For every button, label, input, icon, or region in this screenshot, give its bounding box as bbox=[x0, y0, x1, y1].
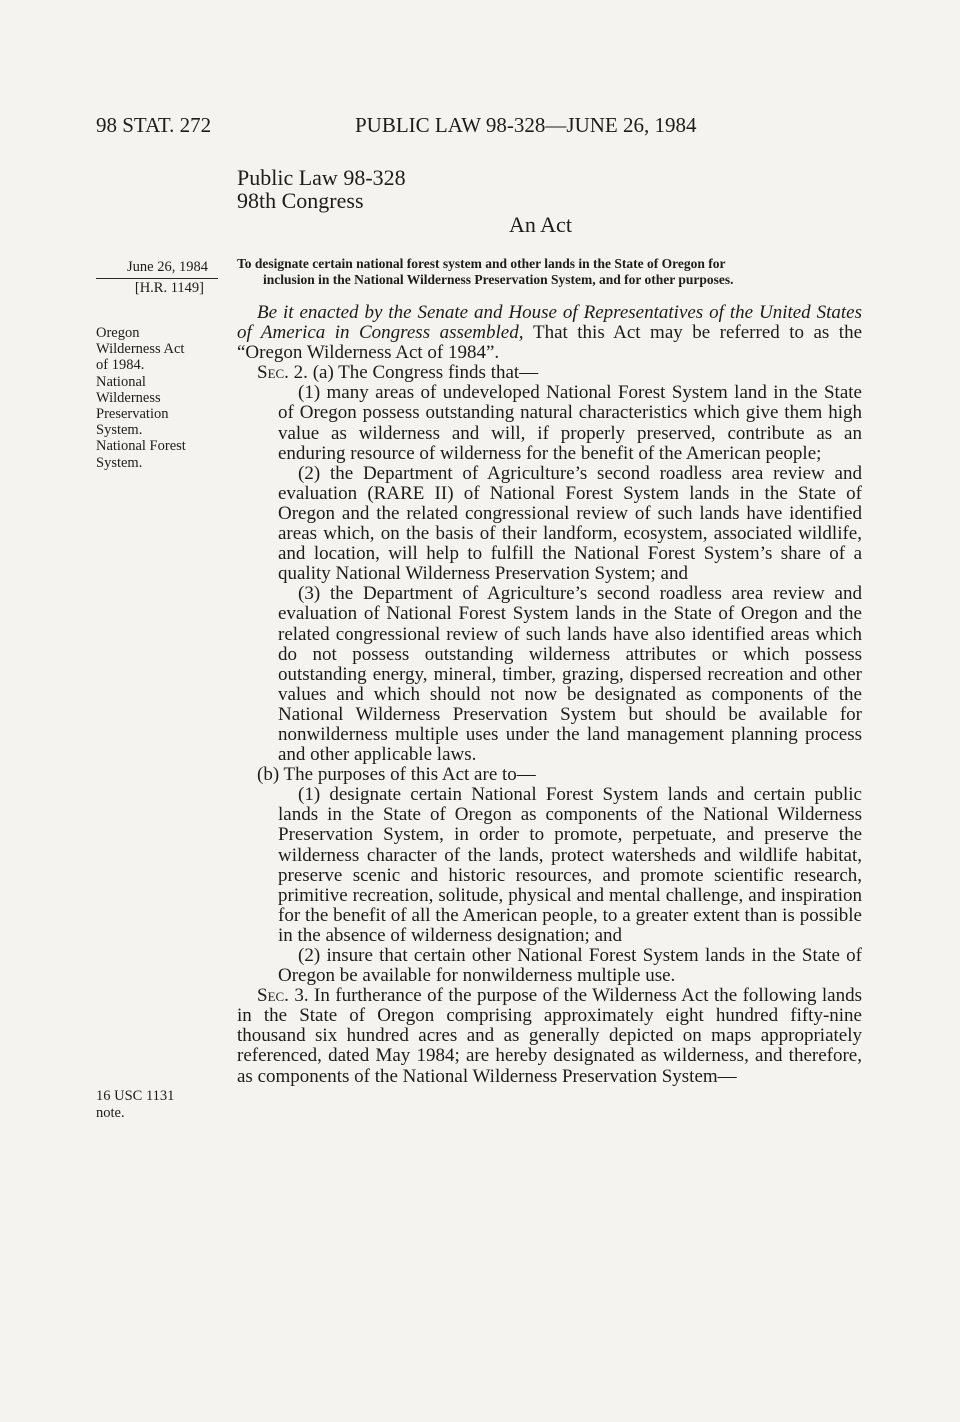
margin-note: National Forest bbox=[96, 438, 186, 455]
margin-usc-citation bbox=[96, 1088, 224, 1121]
enacting-clause bbox=[237, 303, 862, 363]
section-3-text: In furtherance of the purpose of the Wilderness Act the following lands in the State of Oregon comprising approximately eight hundred fifty-nine thousand six hundred acres and as generally depicted on maps appropriately referenced, dated May 1984; are hereby designated as wilderness, and therefore, as components of the National Wilderness Preservation System— bbox=[237, 985, 863, 1087]
purpose-2: (2) insure that certain other National Forest System lands in the State of Oregon be available for nonwilderness multiple use. bbox=[278, 945, 862, 987]
margin-note: System. bbox=[96, 422, 143, 439]
finding-3: (3) the Department of Agriculture’s second roadless area review and evaluation of National Forest System lands in the State of Oregon and the related congressional review of such lands have also identified areas which do not possess outstanding wilderness attributes or which possess outstanding energy, mineral, timber, grazing, dispersed recreation and other values and which should not now be designated as components of the National Wilderness Preservation System but should be available for nonwilderness multiple uses under the land management planning process and other applicable laws. bbox=[278, 583, 862, 766]
finding-1: (1) many areas of undeveloped National Forest System land in the State of Oregon possess outstanding natural characteristics which give them high value as wilderness and will, if properly preserved, contribute as an enduring resource of wilderness for the benefit of the American people; bbox=[278, 382, 862, 464]
margin-notes bbox=[96, 325, 224, 471]
law-title-block bbox=[237, 166, 406, 212]
section-2-label: Sec. 2. bbox=[257, 362, 308, 384]
margin-note: Preservation bbox=[96, 406, 169, 423]
usc-citation: 16 USC 1131 bbox=[96, 1088, 175, 1104]
act-body bbox=[237, 303, 862, 1087]
purpose-line-2: inclusion in the National Wilderness Preservation System, and for other purposes. bbox=[263, 272, 734, 287]
congress-number: 98th Congress bbox=[237, 188, 364, 213]
margin-note: of 1984. bbox=[96, 357, 145, 374]
enactment-date: June 26, 1984 bbox=[127, 259, 208, 275]
enacting-clause-italic: Be it enacted by the Senate and House of Representatives of the United States of America in Congress assembled, bbox=[237, 302, 862, 344]
purposes-intro: (b) The purposes of this Act are to— bbox=[257, 764, 536, 786]
section-2-intro bbox=[237, 363, 862, 383]
law-number: Public Law 98-328 bbox=[237, 165, 406, 190]
bill-number: [H.R. 1149] bbox=[96, 278, 218, 297]
act-purpose bbox=[237, 256, 867, 288]
margin-note: Wilderness bbox=[96, 389, 161, 406]
purpose-1: (1) designate certain National Forest System lands and certain public lands in the State of Oregon as components of the National Wilderness Preservation System, in order to promote, perpetuate, and preserve the wilderness character of the lands, protect watersheds and wildlife habitat, preserve scenic and historic resources, and promote scientific research, primitive recreation, solitude, physical and mental challenge, and inspiration for the benefit of all the American people, to a greater extent than is possible in the absence of wilderness designation; and bbox=[278, 784, 862, 946]
margin-date-block bbox=[96, 258, 218, 297]
section-2-a: (a) The Congress finds that— bbox=[312, 362, 539, 384]
running-header bbox=[96, 113, 776, 143]
purpose-line-1: To designate certain national forest system and other lands in the State of Oregon for bbox=[237, 256, 726, 271]
margin-note: Oregon bbox=[96, 325, 140, 341]
short-title-clause: That this Act may be referred to as the “Oregon Wilderness Act of 1984”. bbox=[237, 322, 863, 364]
act-label: An Act bbox=[509, 212, 572, 237]
section-3-label: Sec. 3. bbox=[257, 985, 309, 1007]
usc-note: note. bbox=[96, 1104, 125, 1121]
page-stat-number: 98 STAT. 272 bbox=[96, 113, 212, 137]
running-title: PUBLIC LAW 98-328—JUNE 26, 1984 bbox=[355, 113, 697, 137]
finding-2: (2) the Department of Agriculture’s second roadless area review and evaluation (RARE II) of National Forest System lands in the State of Oregon and the related congressional review of such lands have identified areas which, on the basis of their landform, ecosystem, associated wildlife, and location, will help to fulfill the National Forest System’s share of a quality National Wilderness Preservation System; and bbox=[278, 462, 862, 585]
margin-note: National bbox=[96, 373, 146, 390]
margin-note: System. bbox=[96, 454, 143, 471]
margin-note: Wilderness Act bbox=[96, 341, 185, 358]
section-3 bbox=[237, 986, 862, 1086]
